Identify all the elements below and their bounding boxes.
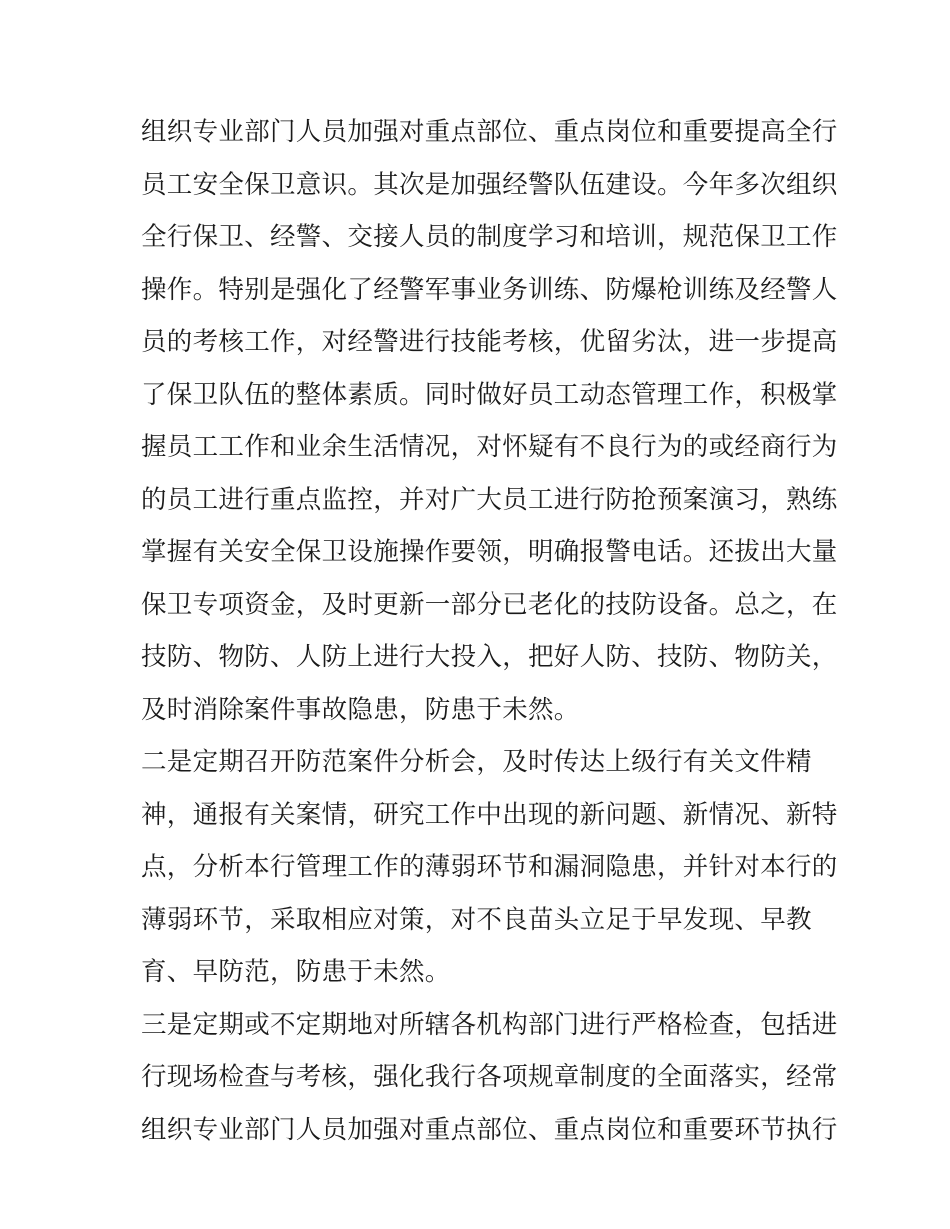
text-line: 员工安全保卫意识。其次是加强经警队伍建设。今年多次组织 bbox=[141, 169, 838, 200]
text-line: 点，分析本行管理工作的薄弱环节和漏洞隐患，并针对本行的 bbox=[141, 852, 838, 882]
text-line: 员的考核工作，对经警进行技能考核，优留劣汰，进一步提高 bbox=[141, 327, 838, 357]
text-line: 组织专业部门人员加强对重点部位、重点岗位和重要提高全行 bbox=[141, 117, 838, 147]
text-line: 行现场检查与考核，强化我行各项规章制度的全面落实，经常 bbox=[141, 1062, 838, 1092]
text-line: 保卫专项资金，及时更新一部分已老化的技防设备。总之，在 bbox=[141, 589, 838, 620]
document-body bbox=[141, 106, 838, 1156]
text-line: 二是定期召开防范案件分析会，及时传达上级行有关文件精 bbox=[141, 747, 812, 777]
text-line: 握员工工作和业余生活情况，对怀疑有不良行为的或经商行为 bbox=[141, 432, 838, 462]
text-line: 了保卫队伍的整体素质。同时做好员工动态管理工作，积极掌 bbox=[141, 379, 838, 410]
text-line: 及时消除案件事故隐患，防患于未然。 bbox=[141, 694, 580, 725]
text-line: 技防、物防、人防上进行大投入，把好人防、技防、物防关， bbox=[141, 642, 838, 672]
text-line: 薄弱环节，采取相应对策，对不良苗头立足于早发现、早教 bbox=[141, 904, 812, 935]
text-line: 操作。特别是强化了经警军事业务训练、防爆枪训练及经警人 bbox=[141, 274, 838, 305]
text-line: 育、早防范，防患于未然。 bbox=[141, 957, 451, 987]
text-line: 三是定期或不定期地对所辖各机构部门进行严格检查，包括进 bbox=[141, 1009, 838, 1040]
text-line: 组织专业部门人员加强对重点部位、重点岗位和重要环节执行 bbox=[141, 1114, 838, 1145]
text-line: 全行保卫、经警、交接人员的制度学习和培训，规范保卫工作 bbox=[141, 222, 838, 252]
text-line: 神，通报有关案情，研究工作中出现的新问题、新情况、新特 bbox=[141, 799, 838, 830]
text-line: 的员工进行重点监控，并对广大员工进行防抢预案演习，熟练 bbox=[141, 484, 838, 515]
text-line: 掌握有关安全保卫设施操作要领，明确报警电话。还拔出大量 bbox=[141, 537, 838, 567]
